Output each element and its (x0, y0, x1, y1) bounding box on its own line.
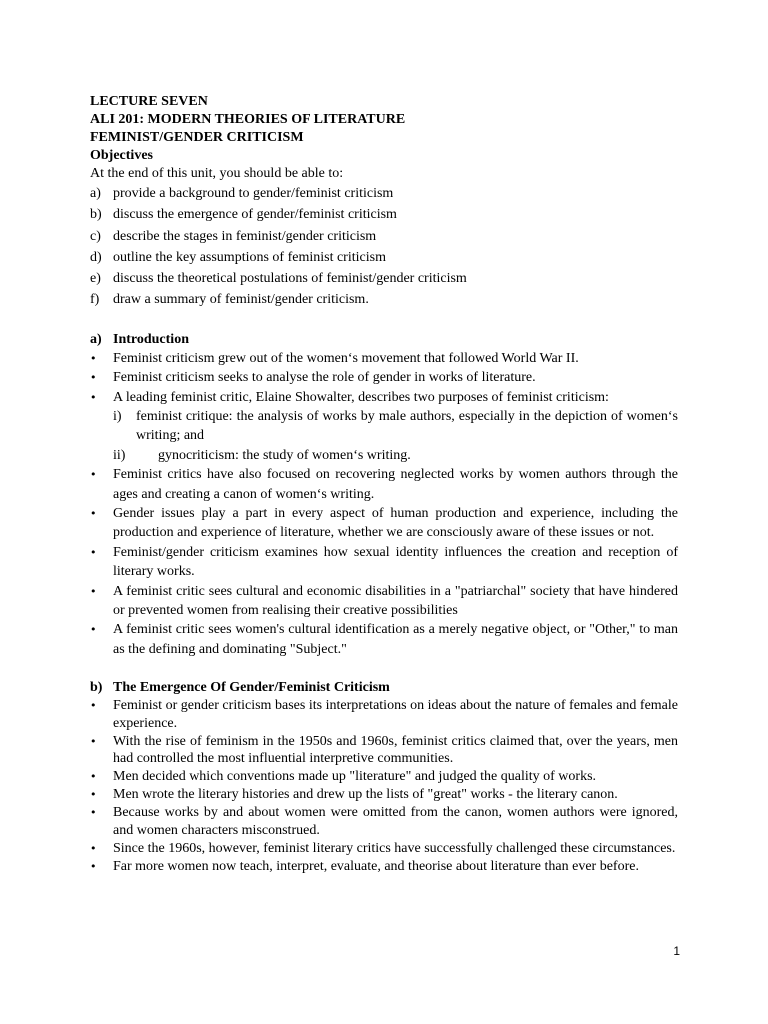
bullet-text: Far more women now teach, interpret, evaluate, and theorise about literature than ever before. (113, 858, 639, 874)
objective-text: describe the stages in feminist/gender criticism (113, 228, 377, 244)
objective-marker: d) (90, 249, 102, 265)
objective-text: draw a summary of feminist/gender criticism. (113, 292, 369, 308)
section-b-marker: b) (90, 680, 103, 696)
section-b-heading (90, 678, 678, 697)
topic-title: FEMINIST/GENDER CRITICISM (90, 130, 304, 145)
objectives-intro: At the end of this unit, you should be able to: (90, 166, 344, 181)
bullet-text: A feminist critic sees cultural and economic disabilities in a "patriarchal" society that have hindered or prevented women from realising their creative possibilities (113, 583, 678, 619)
section-a-heading (90, 330, 678, 349)
list-item (90, 840, 678, 858)
bullet-text: Gender issues play a part in every aspect of human production and experience, including the production and experience of literature, whether we are consciously aware of these issues or not. (113, 506, 678, 541)
objectives-list (90, 183, 678, 311)
bullet-text: A feminist critic sees women's cultural identification as a merely negative object, or "Other," to man as the defining and dominating "Subject." (113, 622, 678, 657)
section-b-bullets (90, 697, 678, 875)
bullet-icon: • (90, 699, 97, 713)
bullet-text: Men decided which conventions made up "literature" and judged the quality of works. (113, 769, 597, 785)
bullet-text: Feminist critics have also focused on recovering neglected works by women authors through the ages and creating a canon of women‘s writing. (113, 467, 678, 502)
bullet-icon: • (90, 507, 97, 521)
bullet-icon: • (90, 841, 97, 855)
bullet-icon: • (90, 371, 97, 385)
section-a-title: Introduction (113, 331, 189, 347)
list-item (90, 368, 678, 387)
objective-marker: b) (90, 207, 102, 223)
sub-item (90, 407, 678, 446)
bullet-icon: • (90, 806, 97, 820)
objective-item (90, 247, 678, 268)
bullet-icon: • (90, 788, 97, 802)
list-item (90, 786, 678, 804)
section-a-subitems (90, 407, 678, 465)
bullet-text: Men wrote the literary histories and drew up the lists of "great" works - the literary canon. (113, 787, 618, 803)
list-item (90, 697, 678, 732)
sub-item-text: feminist critique: the analysis of works by male authors, especially in the depiction of women‘s writing; and (136, 409, 678, 444)
bullet-text: A leading feminist critic, Elaine Showalter, describes two purposes of feminist criticism: (113, 389, 609, 405)
bullet-text: Because works by and about women were omitted from the canon, women authors were ignored, and women characters misconstrued. (113, 805, 678, 838)
bullet-icon: • (90, 734, 97, 748)
lecture-title: LECTURE SEVEN (90, 94, 208, 109)
objective-text: discuss the emergence of gender/feminist criticism (113, 207, 397, 223)
section-a-marker: a) (90, 331, 102, 347)
list-item (90, 388, 678, 407)
objective-marker: c) (90, 228, 101, 244)
list-item (90, 858, 678, 876)
objective-text: outline the key assumptions of feminist criticism (113, 249, 386, 265)
spacer (90, 659, 678, 678)
document-page (90, 93, 678, 876)
bullet-icon: • (90, 584, 97, 598)
list-item (90, 465, 678, 504)
bullet-text: Feminist criticism seeks to analyse the role of gender in works of literature. (113, 370, 536, 386)
list-item (90, 543, 678, 582)
bullet-icon: • (90, 545, 97, 559)
sub-item-text: gynocriticism: the study of women‘s writing. (158, 447, 411, 463)
bullet-text: Since the 1960s, however, feminist literary critics have successfully challenged these circumstances. (113, 840, 676, 856)
bullet-text: Feminist criticism grew out of the women‘s movement that followed World War II. (113, 350, 579, 366)
list-item (90, 804, 678, 839)
page-number: 1 (673, 944, 680, 958)
list-item (90, 349, 678, 368)
list-item (90, 620, 678, 659)
objective-item (90, 204, 678, 225)
bullet-icon: • (90, 623, 97, 637)
objective-text: discuss the theoretical postulations of feminist/gender criticism (113, 271, 467, 287)
section-b-title: The Emergence Of Gender/Feminist Criticism (113, 680, 390, 696)
list-item (90, 504, 678, 543)
course-title: ALI 201: MODERN THEORIES OF LITERATURE (90, 112, 406, 127)
list-item (90, 733, 678, 768)
bullet-text: Feminist or gender criticism bases its interpretations on ideas about the nature of females and female experience. (113, 698, 678, 731)
objective-item (90, 289, 678, 310)
list-item (90, 582, 678, 621)
bullet-text: With the rise of feminism in the 1950s and 1960s, feminist critics claimed that, over the years, men had controlled the most influential interpretive communities. (113, 733, 678, 767)
objective-item (90, 226, 678, 247)
sub-item (90, 446, 678, 465)
objective-text: provide a background to gender/feminist criticism (113, 186, 394, 201)
bullet-icon: • (90, 351, 97, 365)
section-a-bullets-after (90, 465, 678, 659)
spacer (90, 311, 678, 330)
bullet-text: Feminist/gender criticism examines how sexual identity influences the creation and reception of literary works. (113, 544, 678, 580)
objective-marker: a) (90, 186, 101, 201)
bullet-icon: • (90, 859, 97, 873)
sub-item-marker: ii) (113, 447, 126, 463)
bullet-icon: • (90, 468, 97, 482)
objectives-heading: Objectives (90, 148, 153, 163)
bullet-icon: • (90, 390, 97, 404)
objective-item (90, 183, 678, 204)
bullet-icon: • (90, 770, 97, 784)
objective-marker: f) (90, 292, 100, 308)
list-item (90, 768, 678, 786)
objective-item (90, 268, 678, 289)
sub-item-marker: i) (113, 409, 122, 424)
objective-marker: e) (90, 271, 101, 287)
section-a-bullets (90, 349, 678, 407)
